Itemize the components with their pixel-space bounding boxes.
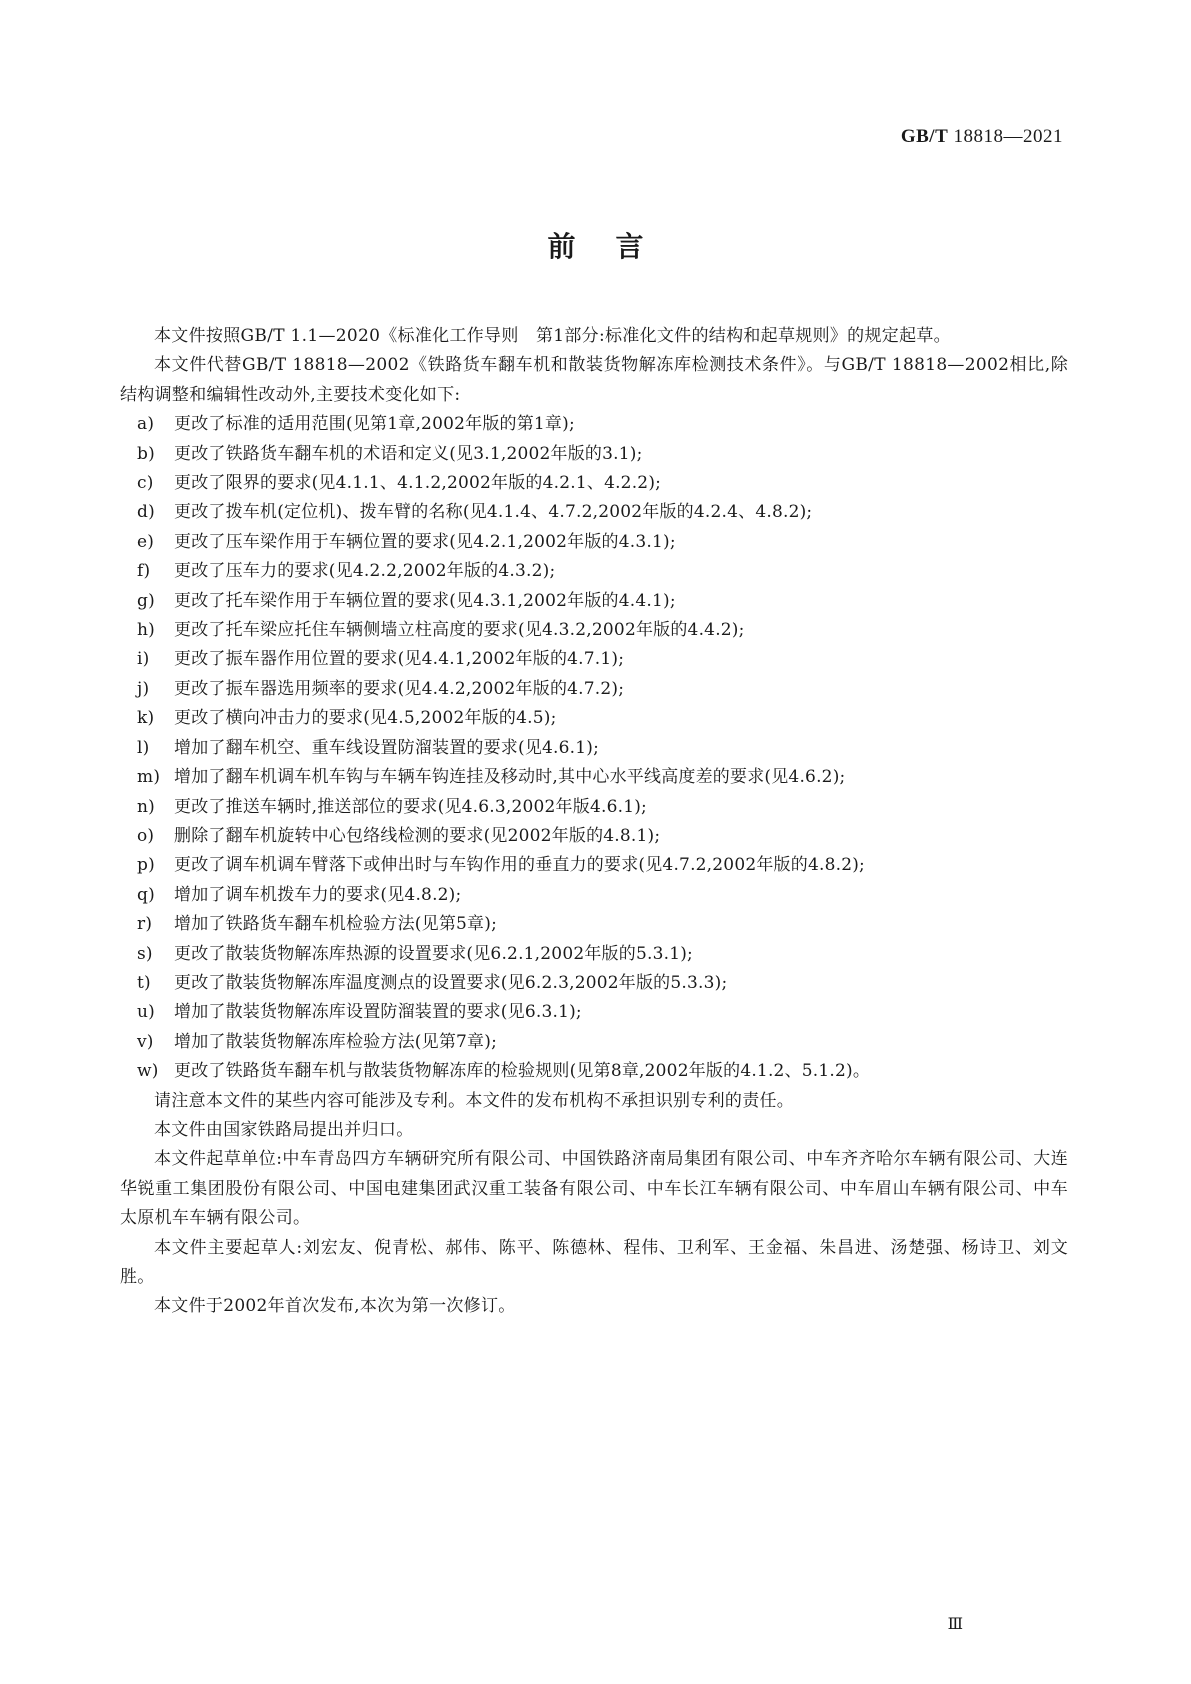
list-item [120,940,1068,969]
list-item [120,587,1068,616]
list-item-text: 更改了铁路货车翻车机与散装货物解冻库的检验规则(见第8章,2002年版的4.1.2、5.1.2)。 [174,1061,871,1082]
list-marker: l) [137,737,150,758]
list-item [120,822,1068,851]
list-item-text: 增加了翻车机空、重车线设置防溜装置的要求(见4.6.1); [174,737,600,758]
list-item [120,910,1068,939]
page-number: Ⅲ [947,1616,963,1633]
drafting-units: 本文件起草单位:中车青岛四方车辆研究所有限公司、中国铁路济南局集团有限公司、中车齐齐哈尔车辆有限公司、大连华锐重工集团股份有限公司、中国电建集团武汉重工装备有限公司、中车长江车辆有限公司、中车眉山车辆有限公司、中车太原机车车辆有限公司。 [120,1149,1068,1229]
list-item [120,793,1068,822]
list-marker: a) [137,414,155,435]
list-item-text: 更改了散装货物解冻库温度测点的设置要求(见6.2.3,2002年版的5.3.3); [174,972,728,993]
list-marker: k) [137,708,155,729]
drafters: 本文件主要起草人:刘宏友、倪青松、郝伟、陈平、陈德林、程伟、卫利军、王金福、朱昌进、汤楚强、杨诗卫、刘文胜。 [120,1237,1068,1287]
list-item [120,557,1068,586]
list-marker: r) [137,914,153,935]
list-marker: w) [137,1061,159,1082]
list-item [120,645,1068,674]
list-item [120,1057,1068,1086]
list-item-text: 增加了铁路货车翻车机检验方法(见第5章); [174,914,498,935]
list-item-text: 更改了压车梁作用于车辆位置的要求(见4.2.1,2002年版的4.3.1); [174,531,676,552]
list-marker: i) [137,649,150,670]
list-item-text: 更改了压车力的要求(见4.2.2,2002年版的4.3.2); [174,561,556,582]
list-item-text: 增加了散装货物解冻库设置防溜装置的要求(见6.3.1); [174,1002,582,1023]
list-marker: s) [137,943,153,964]
list-item [120,440,1068,469]
list-marker: h) [137,620,155,641]
patent-notice: 请注意本文件的某些内容可能涉及专利。本文件的发布机构不承担识别专利的责任。 [154,1090,795,1111]
proposer-statement: 本文件由国家铁路局提出并归口。 [154,1119,414,1140]
list-item-text: 更改了散装货物解冻库热源的设置要求(见6.2.1,2002年版的5.3.1); [174,943,693,964]
list-item [120,704,1068,733]
list-item-text: 更改了振车器选用频率的要求(见4.4.2,2002年版的4.7.2); [174,678,625,699]
list-item [120,1028,1068,1057]
list-item [120,881,1068,910]
list-marker: u) [137,1002,155,1023]
list-marker: o) [137,825,155,846]
list-item [120,469,1068,498]
list-item-text: 更改了振车器作用位置的要求(见4.4.1,2002年版的4.7.1); [174,649,625,670]
list-item-text: 更改了横向冲击力的要求(见4.5,2002年版的4.5); [174,708,557,729]
list-item-text: 更改了限界的要求(见4.1.1、4.1.2,2002年版的4.2.1、4.2.2); [174,473,662,494]
list-item [120,998,1068,1027]
standard-code-prefix: GB/T [900,126,949,147]
list-item-text: 增加了翻车机调车机车钩与车辆车钩连挂及移动时,其中心水平线高度差的要求(见4.6.2); [174,767,846,788]
standard-code [901,126,1063,148]
list-marker: v) [137,1031,154,1052]
list-marker: m) [137,767,161,788]
list-marker: j) [137,678,150,699]
list-item [120,851,1068,880]
standard-code-number: 18818—2021 [953,126,1063,147]
list-marker: c) [137,473,154,494]
list-item-text: 增加了散装货物解冻库检验方法(见第7章); [174,1031,498,1052]
list-marker: e) [137,531,155,552]
list-item [120,528,1068,557]
list-item-text: 更改了拨车机(定位机)、拨车臂的名称(见4.1.4、4.7.2,2002年版的4.2.4、4.8.2); [174,502,813,523]
document-body [120,322,1068,1322]
list-item-text: 更改了标准的适用范围(见第1章,2002年版的第1章); [174,414,575,435]
list-item-text: 更改了托车梁应托住车辆侧墙立柱高度的要求(见4.3.2,2002年版的4.4.2); [174,620,745,641]
list-marker: f) [137,561,151,582]
page-title: 前言 [547,230,684,263]
list-item [120,734,1068,763]
list-marker: n) [137,796,155,817]
list-item [120,498,1068,527]
list-item-text: 增加了调车机拨车力的要求(见4.8.2); [174,884,462,905]
list-marker: d) [137,502,155,523]
list-item [120,969,1068,998]
list-item [120,763,1068,792]
list-marker: q) [137,884,155,905]
list-marker: g) [137,590,155,611]
list-item [120,410,1068,439]
list-item-text: 删除了翻车机旋转中心包络线检测的要求(见2002年版的4.8.1); [174,825,661,846]
list-item [120,675,1068,704]
list-item-text: 更改了铁路货车翻车机的术语和定义(见3.1,2002年版的3.1); [174,443,643,464]
publication-history: 本文件于2002年首次发布,本次为第一次修订。 [154,1296,516,1317]
changes-list [120,410,1068,1086]
list-marker: t) [137,972,151,993]
list-marker: b) [137,443,155,464]
list-item-text: 更改了托车梁作用于车辆位置的要求(见4.3.1,2002年版的4.4.1); [174,590,676,611]
list-item [120,616,1068,645]
intro-paragraph: 本文件按照GB/T 1.1—2020《标准化工作导则 第1部分:标准化文件的结构和起草规则》的规定起草。 [154,326,951,346]
list-item-text: 更改了调车机调车臂落下或伸出时与车钩作用的垂直力的要求(见4.7.2,2002年版的4.8.2); [174,855,865,876]
list-item-text: 更改了推送车辆时,推送部位的要求(见4.6.3,2002年版4.6.1); [174,796,647,817]
list-marker: p) [137,855,155,876]
intro-paragraph: 本文件代替GB/T 18818—2002《铁路货车翻车机和散装货物解冻库检测技术条件》。与GB/T 18818—2002相比,除结构调整和编辑性改动外,主要技术变化如下: [120,355,1068,405]
